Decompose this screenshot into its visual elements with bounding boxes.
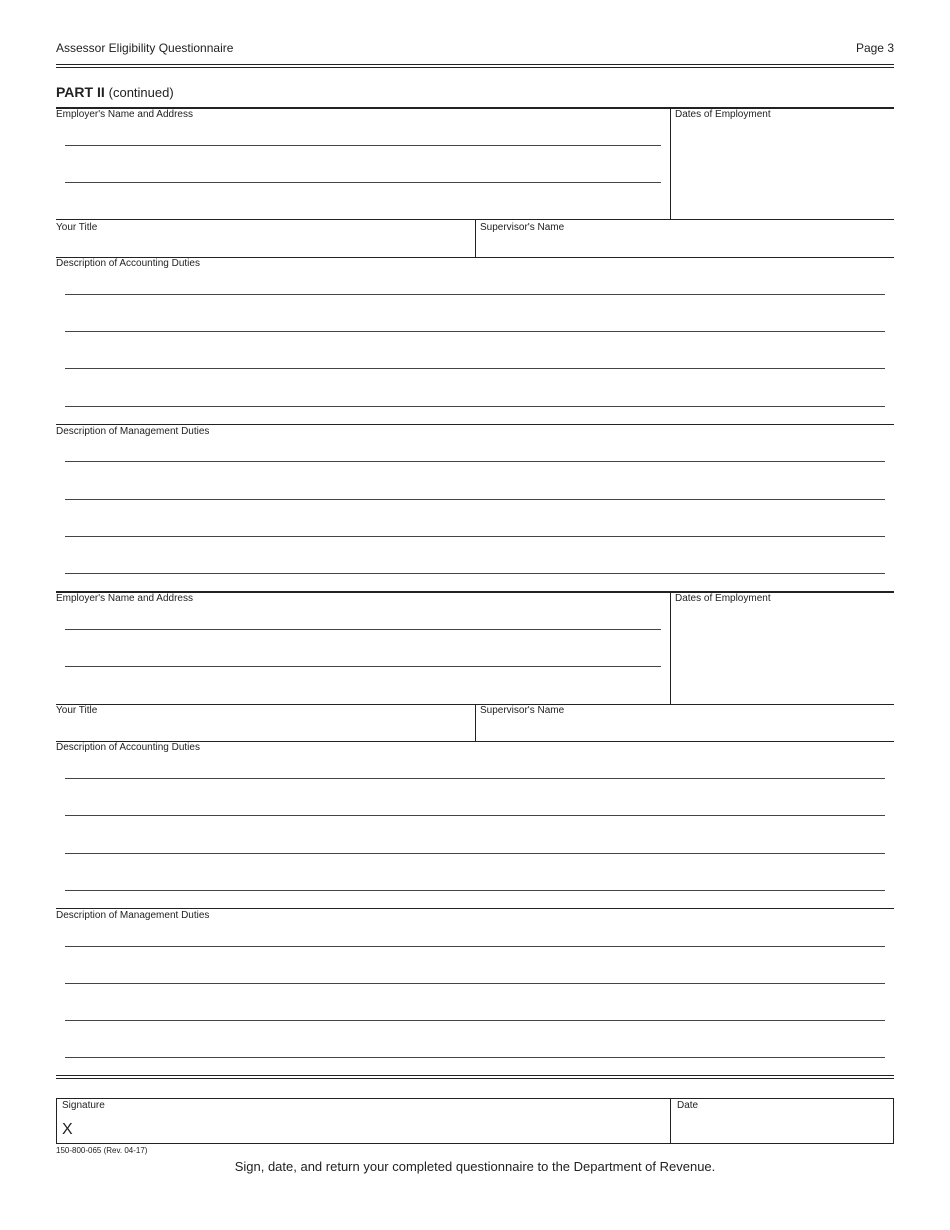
write-line bbox=[65, 573, 885, 574]
write-line bbox=[65, 182, 661, 183]
management-duties-field[interactable] bbox=[56, 438, 892, 578]
write-line bbox=[65, 815, 885, 816]
write-line bbox=[65, 145, 661, 146]
column-divider bbox=[670, 1099, 671, 1143]
date-label: Date bbox=[677, 1100, 699, 1111]
section-rule-top bbox=[56, 1075, 894, 1076]
employer-name-label: Employer's Name and Address bbox=[56, 593, 193, 604]
write-line bbox=[65, 1057, 885, 1058]
accounting-duties-label: Description of Accounting Duties bbox=[56, 258, 200, 269]
date-field[interactable] bbox=[672, 1099, 893, 1143]
row-rule bbox=[56, 424, 894, 425]
management-duties-label: Description of Management Duties bbox=[56, 910, 210, 921]
write-line bbox=[65, 294, 885, 295]
accounting-duties-label: Description of Accounting Duties bbox=[56, 742, 200, 753]
column-divider bbox=[670, 108, 671, 219]
header-rule-top bbox=[56, 64, 894, 65]
write-line bbox=[65, 946, 885, 947]
accounting-duties-field[interactable] bbox=[56, 754, 892, 894]
write-line bbox=[65, 499, 885, 500]
write-line bbox=[65, 629, 661, 630]
write-line bbox=[65, 331, 885, 332]
write-line bbox=[65, 666, 661, 667]
signature-x-mark: X bbox=[62, 1121, 73, 1138]
supervisor-name-label: Supervisor's Name bbox=[480, 222, 565, 233]
write-line bbox=[65, 853, 885, 854]
supervisor-name-field[interactable] bbox=[478, 234, 892, 256]
management-duties-field[interactable] bbox=[56, 922, 892, 1062]
your-title-label: Your Title bbox=[56, 222, 98, 233]
column-divider bbox=[475, 704, 476, 741]
accounting-duties-field[interactable] bbox=[56, 270, 892, 410]
page-number: Page 3 bbox=[855, 41, 894, 55]
column-divider bbox=[670, 592, 671, 704]
write-line bbox=[65, 983, 885, 984]
row-rule bbox=[56, 908, 894, 909]
write-line bbox=[65, 890, 885, 891]
return-instruction: Sign, date, and return your completed questionnaire to the Department of Revenue. bbox=[234, 1159, 716, 1174]
supervisor-name-label: Supervisor's Name bbox=[480, 705, 565, 716]
signature-field[interactable] bbox=[57, 1099, 670, 1143]
dates-of-employment-field[interactable] bbox=[672, 606, 892, 702]
header-rule-bottom bbox=[56, 67, 894, 68]
employer-name-field[interactable] bbox=[56, 604, 668, 702]
your-title-label: Your Title bbox=[56, 705, 98, 716]
write-line bbox=[65, 461, 885, 462]
write-line bbox=[65, 536, 885, 537]
section-rule-bottom bbox=[56, 1078, 894, 1079]
employer-name-label: Employer's Name and Address bbox=[56, 109, 193, 120]
write-line bbox=[65, 368, 885, 369]
write-line bbox=[65, 1020, 885, 1021]
management-duties-label: Description of Management Duties bbox=[56, 426, 210, 437]
signature-label: Signature bbox=[62, 1100, 105, 1111]
write-line bbox=[65, 406, 885, 407]
dates-of-employment-label: Dates of Employment bbox=[675, 593, 771, 604]
signature-box bbox=[56, 1098, 894, 1144]
form-code: 150-800-065 (Rev. 04-17) bbox=[56, 1146, 148, 1155]
dates-of-employment-field[interactable] bbox=[672, 122, 892, 218]
write-line bbox=[65, 778, 885, 779]
employer-name-field[interactable] bbox=[56, 120, 668, 218]
part-continued: (continued) bbox=[108, 85, 174, 100]
supervisor-name-field[interactable] bbox=[478, 718, 892, 740]
your-title-field[interactable] bbox=[56, 718, 474, 740]
column-divider bbox=[475, 219, 476, 257]
part-label: PART II bbox=[56, 84, 105, 100]
dates-of-employment-label: Dates of Employment bbox=[675, 109, 771, 120]
part-heading bbox=[56, 84, 174, 100]
form-title: Assessor Eligibility Questionnaire bbox=[56, 41, 234, 55]
your-title-field[interactable] bbox=[56, 234, 474, 256]
